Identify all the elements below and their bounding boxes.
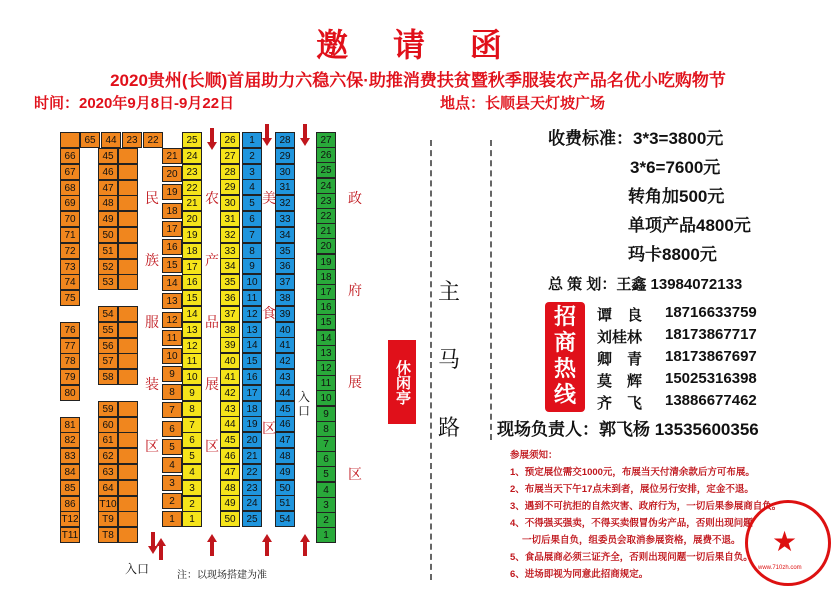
- zone-label-government: 展: [348, 374, 362, 390]
- note-item: 2、布展当天下午17点未到者，展位另行安排，定金不退。: [510, 484, 754, 495]
- booth-cell: [118, 180, 138, 196]
- booth-cell: 19: [182, 227, 202, 243]
- hotline-char: 招: [553, 304, 576, 329]
- booth-cell: 31: [275, 179, 295, 195]
- booth-cell: 52: [98, 259, 118, 275]
- booth-cell: 22: [143, 132, 163, 148]
- booth-cell: 14: [242, 337, 262, 353]
- booth-cell: 20: [182, 211, 202, 227]
- booth-cell: 84: [60, 464, 80, 480]
- booth-cell: 1: [162, 511, 182, 527]
- hotline-name: 莫 辉: [597, 373, 643, 390]
- booth-cell: 13: [162, 293, 182, 309]
- booth-cell: 48: [98, 195, 118, 211]
- booth-cell: 60: [98, 417, 118, 433]
- booth-cell: 25: [242, 511, 262, 527]
- booth-cell: 16: [182, 274, 202, 290]
- booth-cell: 22: [242, 464, 262, 480]
- booth-cell: T8: [98, 527, 118, 543]
- booth-cell: 8: [182, 401, 202, 417]
- booth-cell: 33: [220, 243, 240, 259]
- page-title: 邀 请 函: [316, 27, 520, 63]
- booth-cell: 17: [162, 221, 182, 237]
- booth-cell: 17: [182, 259, 202, 275]
- booth-cell: 14: [182, 306, 202, 322]
- booth-cell: 15: [242, 353, 262, 369]
- booth-cell: 11: [242, 290, 262, 306]
- booth-cell: 50: [275, 480, 295, 496]
- fee-line-1: 收费标准：3*3=3800元: [548, 129, 724, 148]
- booth-cell: 28: [275, 132, 295, 148]
- booth-cell: 55: [98, 322, 118, 338]
- booth-cell: 2: [242, 148, 262, 164]
- booth-cell: 23: [316, 193, 336, 209]
- booth-cell: [118, 464, 138, 480]
- zone-label-ethnic-clothing: 服: [145, 314, 159, 330]
- booth-cell: 7: [182, 417, 202, 433]
- booth-cell: 37: [275, 274, 295, 290]
- booth-cell: 71: [60, 227, 80, 243]
- booth-cell: 26: [220, 132, 240, 148]
- booth-cell: [118, 432, 138, 448]
- booth-cell: [118, 148, 138, 164]
- booth-cell: 20: [162, 166, 182, 182]
- booth-cell: 42: [220, 385, 240, 401]
- booth-cell: 16: [316, 299, 336, 315]
- booth-cell: 16: [242, 369, 262, 385]
- fee-line-4: 单项产品4800元: [628, 216, 751, 235]
- event-subtitle: 2020贵州(长顺)首届助力六稳六保·助推消费扶贫暨秋季服装农产品名优小吃购物节: [110, 71, 726, 90]
- booth-cell: [118, 274, 138, 290]
- booth-cell: 41: [275, 337, 295, 353]
- booth-cell: 6: [316, 451, 336, 467]
- arrow-down-icon: [300, 124, 310, 146]
- hotline-phone: 15025316398: [665, 370, 757, 387]
- event-place: 地点：长顺县天灯坡广场: [440, 95, 606, 112]
- booth-cell: 49: [220, 495, 240, 511]
- booth-cell: 78: [60, 353, 80, 369]
- fee-line-3: 转角加500元: [628, 187, 725, 206]
- booth-cell: [118, 195, 138, 211]
- booth-cell: 35: [275, 243, 295, 259]
- zone-label-agricultural: 产: [205, 252, 219, 268]
- booth-cell: 81: [60, 417, 80, 433]
- zone-label-agricultural: 区: [205, 438, 219, 454]
- booth-cell: 45: [98, 148, 118, 164]
- booth-cell: 49: [275, 464, 295, 480]
- hotline-name: 齐 飞: [597, 395, 643, 412]
- booth-cell: 27: [220, 148, 240, 164]
- booth-cell: [118, 322, 138, 338]
- booth-cell: 42: [275, 353, 295, 369]
- booth-cell: 5: [242, 195, 262, 211]
- booth-cell: 24: [182, 148, 202, 164]
- onsite-manager: 现场负责人：郭飞杨 13535600356: [497, 420, 759, 439]
- booth-cell: [118, 527, 138, 543]
- booth-cell: 12: [316, 360, 336, 376]
- booth-cell: 67: [60, 164, 80, 180]
- booth-cell: 8: [316, 421, 336, 437]
- booth-cell: 26: [316, 147, 336, 163]
- booth-cell: 30: [220, 195, 240, 211]
- hotline-phone: 18173867717: [665, 326, 757, 343]
- booth-cell: 8: [162, 384, 182, 400]
- booth-cell: 24: [316, 178, 336, 194]
- booth-cell: 46: [220, 448, 240, 464]
- booth-cell: 13: [316, 345, 336, 361]
- star-icon: ★: [772, 526, 798, 557]
- booth-cell: 48: [220, 480, 240, 496]
- booth-cell: 21: [162, 148, 182, 164]
- booth-cell: 9: [242, 258, 262, 274]
- booth-cell: 54: [275, 511, 295, 527]
- booth-cell: 50: [220, 511, 240, 527]
- booth-cell: 23: [242, 480, 262, 496]
- booth-cell: 22: [316, 208, 336, 224]
- booth-cell: 37: [220, 306, 240, 322]
- booth-cell: 39: [275, 306, 295, 322]
- zone-label-ethnic-clothing: 民: [145, 190, 159, 206]
- main-road-label: 路: [438, 415, 461, 440]
- booth-cell: 13: [242, 322, 262, 338]
- booth-cell: 6: [242, 211, 262, 227]
- zone-label-ethnic-clothing: 族: [145, 252, 159, 268]
- booth-cell: 20: [316, 238, 336, 254]
- fee-line-5: 玛卡8800元: [628, 245, 717, 264]
- booth-cell: 70: [60, 211, 80, 227]
- booth-cell: 7: [162, 402, 182, 418]
- planner: 总 策 划：王鑫 13984072133: [548, 276, 743, 293]
- arrow-up-icon: [156, 538, 166, 560]
- booth-cell: T12: [60, 511, 80, 527]
- note-item: 一切后果自负，组委员会取消参展资格，展费不退。: [522, 535, 741, 546]
- booth-cell: [118, 338, 138, 354]
- booth-cell: 14: [162, 275, 182, 291]
- booth-cell: 86: [60, 496, 80, 512]
- booth-cell: 65: [80, 132, 100, 148]
- booth-cell: [60, 132, 80, 148]
- zone-label-food: 食: [262, 305, 276, 321]
- booth-cell: 12: [162, 312, 182, 328]
- notes-title: 参展须知：: [510, 450, 558, 461]
- booth-cell: 2: [162, 493, 182, 509]
- booth-cell: 32: [275, 195, 295, 211]
- booth-cell: 7: [316, 436, 336, 452]
- booth-cell: 19: [162, 184, 182, 200]
- booth-cell: 33: [275, 211, 295, 227]
- booth-cell: 43: [275, 369, 295, 385]
- booth-cell: 23: [122, 132, 142, 148]
- booth-cell: 19: [242, 416, 262, 432]
- entrance-side: 入口: [298, 390, 311, 418]
- hotline-name: 卿 青: [597, 351, 643, 368]
- event-time: 时间：2020年9月8日-9月22日: [34, 95, 235, 112]
- booth-cell: 45: [275, 401, 295, 417]
- booth-cell: 50: [98, 227, 118, 243]
- booth-cell: 6: [162, 421, 182, 437]
- booth-cell: 1: [316, 527, 336, 543]
- booth-cell: [118, 243, 138, 259]
- booth-cell: 3: [162, 475, 182, 491]
- booth-cell: 68: [60, 180, 80, 196]
- booth-cell: 12: [242, 306, 262, 322]
- booth-cell: [118, 417, 138, 433]
- booth-cell: T10: [98, 496, 118, 512]
- hotline-name: 谭 良: [597, 307, 643, 324]
- booth-cell: 13: [182, 322, 202, 338]
- booth-cell: 75: [60, 290, 80, 306]
- booth-cell: 4: [316, 482, 336, 498]
- booth-cell: [118, 227, 138, 243]
- arrow-up-icon: [300, 534, 310, 556]
- booth-cell: [118, 496, 138, 512]
- booth-cell: T9: [98, 511, 118, 527]
- booth-cell: 3: [182, 480, 202, 496]
- booth-cell: 27: [316, 132, 336, 148]
- booth-cell: 20: [242, 432, 262, 448]
- hotline-phone: 13886677462: [665, 392, 757, 409]
- booth-cell: [118, 448, 138, 464]
- road-divider-right: [490, 140, 492, 440]
- booth-cell: 69: [60, 195, 80, 211]
- booth-cell: 2: [316, 512, 336, 528]
- booth-cell: 10: [182, 369, 202, 385]
- booth-cell: 76: [60, 322, 80, 338]
- booth-cell: 1: [182, 511, 202, 527]
- note-item: 6、进场即视为同意此招商规定。: [510, 569, 649, 580]
- booth-cell: 25: [316, 162, 336, 178]
- booth-cell: 32: [220, 227, 240, 243]
- zone-label-agricultural: 展: [205, 376, 219, 392]
- booth-cell: 46: [275, 416, 295, 432]
- booth-cell: [118, 164, 138, 180]
- booth-cell: 3: [242, 164, 262, 180]
- main-road-label: 马: [438, 347, 461, 372]
- booth-cell: 40: [220, 353, 240, 369]
- booth-cell: 41: [220, 369, 240, 385]
- booth-cell: 21: [182, 195, 202, 211]
- booth-cell: 61: [98, 432, 118, 448]
- booth-cell: 15: [162, 257, 182, 273]
- booth-cell: 29: [275, 148, 295, 164]
- booth-cell: 43: [220, 401, 240, 417]
- booth-cell: 51: [98, 243, 118, 259]
- booth-cell: 58: [98, 369, 118, 385]
- booth-cell: 9: [162, 366, 182, 382]
- booth-cell: 72: [60, 243, 80, 259]
- booth-cell: 73: [60, 259, 80, 275]
- seal-stamp: [745, 500, 831, 586]
- booth-cell: 44: [275, 385, 295, 401]
- booth-cell: 9: [182, 385, 202, 401]
- booth-cell: 80: [60, 385, 80, 401]
- booth-cell: 85: [60, 480, 80, 496]
- booth-cell: 34: [275, 227, 295, 243]
- booth-cell: [118, 401, 138, 417]
- arrow-up-icon: [207, 534, 217, 556]
- booth-cell: 66: [60, 148, 80, 164]
- hotline-name: 刘桂林: [597, 329, 643, 346]
- booth-cell: [118, 480, 138, 496]
- zone-label-government: 府: [348, 282, 362, 298]
- booth-cell: 47: [275, 432, 295, 448]
- booth-cell: 15: [316, 314, 336, 330]
- booth-cell: 36: [220, 290, 240, 306]
- booth-cell: [118, 369, 138, 385]
- booth-cell: 53: [98, 274, 118, 290]
- entrance-bottom: 入口: [125, 562, 150, 576]
- booth-cell: 17: [242, 385, 262, 401]
- booth-cell: 31: [220, 211, 240, 227]
- booth-cell: 56: [98, 338, 118, 354]
- hotline-char: 线: [553, 382, 576, 407]
- booth-cell: 3: [316, 497, 336, 513]
- booth-cell: [118, 306, 138, 322]
- booth-cell: 16: [162, 239, 182, 255]
- booth-cell: 5: [162, 439, 182, 455]
- booth-cell: [118, 511, 138, 527]
- zone-label-ethnic-clothing: 装: [145, 376, 159, 392]
- booth-cell: 30: [275, 164, 295, 180]
- hotline-phone: 18173867697: [665, 348, 757, 365]
- booth-cell: 4: [242, 179, 262, 195]
- booth-cell: 36: [275, 258, 295, 274]
- booth-cell: 29: [220, 179, 240, 195]
- note-item: 5、食品展商必须三证齐全，否则出现问题一切后果自负。: [510, 552, 753, 563]
- zone-label-agricultural: 农: [205, 190, 219, 206]
- booth-cell: 12: [182, 338, 202, 354]
- booth-cell: 18: [182, 243, 202, 259]
- booth-cell: 10: [242, 274, 262, 290]
- booth-cell: 21: [316, 223, 336, 239]
- zone-label-ethnic-clothing: 区: [145, 438, 159, 454]
- note-item: 4、不得强买强卖，不得买卖假冒伪劣产品，否则出现问题: [510, 518, 753, 529]
- booth-cell: 11: [162, 330, 182, 346]
- booth-cell: 18: [162, 203, 182, 219]
- booth-cell: 47: [220, 464, 240, 480]
- booth-cell: 63: [98, 464, 118, 480]
- arrow-up-icon: [262, 534, 272, 556]
- zone-label-food: 区: [262, 420, 276, 436]
- leisure-pavilion: 休闲亭: [388, 340, 416, 424]
- zone-label-government: 区: [348, 466, 362, 482]
- booth-cell: 28: [220, 164, 240, 180]
- booth-cell: [118, 259, 138, 275]
- booth-cell: 18: [316, 269, 336, 285]
- map-note: 注：以现场搭建为准: [177, 570, 267, 581]
- arrow-down-icon: [207, 128, 217, 150]
- booth-cell: 19: [316, 254, 336, 270]
- road-divider-left: [430, 140, 432, 580]
- booth-cell: 47: [98, 180, 118, 196]
- booth-cell: 10: [162, 348, 182, 364]
- booth-cell: 38: [275, 290, 295, 306]
- hotline-char: 热: [553, 356, 576, 381]
- booth-cell: 18: [242, 401, 262, 417]
- zone-label-food: 美: [262, 190, 276, 206]
- booth-cell: 51: [275, 495, 295, 511]
- booth-cell: 40: [275, 322, 295, 338]
- booth-cell: 35: [220, 274, 240, 290]
- note-item: 1、预定展位需交1000元，布展当天付清余款后方可布展。: [510, 467, 755, 478]
- booth-cell: 4: [162, 457, 182, 473]
- booth-cell: 34: [220, 258, 240, 274]
- booth-cell: 57: [98, 353, 118, 369]
- booth-cell: [118, 353, 138, 369]
- zone-label-agricultural: 品: [205, 314, 219, 330]
- booth-cell: 10: [316, 390, 336, 406]
- booth-cell: 5: [182, 448, 202, 464]
- booth-cell: T11: [60, 527, 80, 543]
- hotline-char: 商: [553, 330, 576, 355]
- booth-cell: 54: [98, 306, 118, 322]
- booth-cell: 23: [182, 164, 202, 180]
- note-item: 3、遇到不可抗拒的自然灾害、政府行为，一切后果参展商自负。: [510, 501, 782, 512]
- booth-cell: 38: [220, 322, 240, 338]
- booth-cell: 45: [220, 432, 240, 448]
- booth-cell: 59: [98, 401, 118, 417]
- booth-cell: 5: [316, 466, 336, 482]
- booth-cell: 14: [316, 330, 336, 346]
- booth-cell: 9: [316, 406, 336, 422]
- booth-cell: 4: [182, 464, 202, 480]
- booth-cell: 1: [242, 132, 262, 148]
- hotline-phone: 18716633759: [665, 304, 757, 321]
- booth-cell: 62: [98, 448, 118, 464]
- booth-cell: 74: [60, 274, 80, 290]
- booth-cell: 77: [60, 338, 80, 354]
- booth-cell: 2: [182, 496, 202, 512]
- fee-line-2: 3*6=7600元: [630, 158, 721, 177]
- booth-cell: 22: [182, 180, 202, 196]
- booth-cell: 44: [101, 132, 121, 148]
- booth-cell: 44: [220, 416, 240, 432]
- booth-cell: 49: [98, 211, 118, 227]
- zone-label-government: 政: [348, 190, 362, 206]
- booth-cell: 21: [242, 448, 262, 464]
- hotline-badge: [545, 302, 585, 412]
- booth-cell: 46: [98, 164, 118, 180]
- booth-cell: 39: [220, 337, 240, 353]
- booth-cell: 24: [242, 495, 262, 511]
- stamp-url: www.710zh.com: [758, 565, 802, 571]
- booth-cell: 79: [60, 369, 80, 385]
- booth-cell: 83: [60, 448, 80, 464]
- booth-cell: 7: [242, 227, 262, 243]
- booth-cell: 64: [98, 480, 118, 496]
- booth-cell: 15: [182, 290, 202, 306]
- booth-cell: [118, 211, 138, 227]
- booth-cell: 48: [275, 448, 295, 464]
- arrow-down-icon: [262, 124, 272, 146]
- booth-cell: 6: [182, 432, 202, 448]
- booth-cell: 8: [242, 243, 262, 259]
- booth-cell: 82: [60, 432, 80, 448]
- main-road-label: 主: [438, 279, 461, 304]
- booth-cell: 11: [182, 353, 202, 369]
- booth-cell: 25: [182, 132, 202, 148]
- booth-cell: 11: [316, 375, 336, 391]
- booth-cell: 17: [316, 284, 336, 300]
